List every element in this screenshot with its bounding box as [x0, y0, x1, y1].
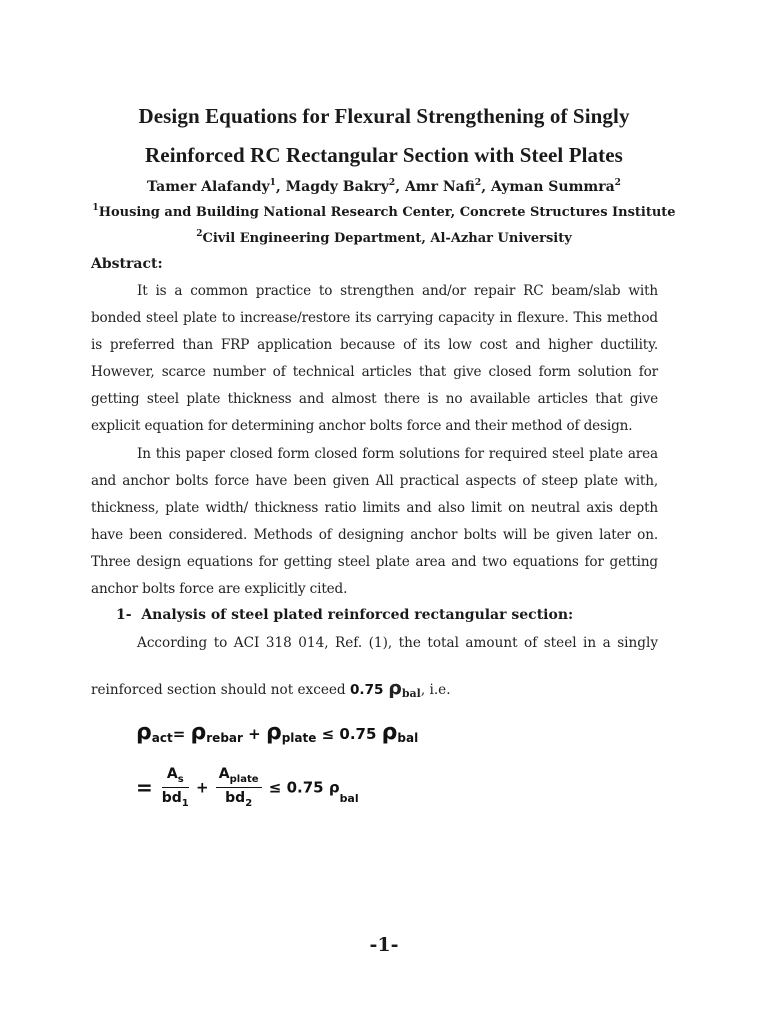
- paper-title-line-1: Design Equations for Flexural Strengthening of Singly: [138, 104, 630, 128]
- rho-symbol: ρ: [381, 720, 398, 745]
- author-name: Tamer Alafandy: [147, 179, 270, 195]
- fraction-numerator: [216, 766, 262, 788]
- section-heading: [116, 607, 573, 623]
- rho-symbol: ρ: [388, 677, 402, 699]
- section-title: Analysis of steel plated reinforced rectangular section:: [141, 607, 574, 623]
- math-value: 0.75: [349, 682, 389, 698]
- math-subscript: bal: [397, 731, 419, 745]
- section-paragraph-line-2: [91, 677, 451, 700]
- abstract-paragraph-1: It is a common practice to strengthen and/or repair RC beam/slab with bonded steel plate to increase/restore its carrying capacity in flexure. This method is preferred than FRP application because of its low cost and higher ductility. However, scarce number of technical articles that give closed form solution for getting steel plate thickness and almost there is no available articles that give explicit equation for determining anchor bolts force and their method of design.: [91, 283, 658, 434]
- math-symbol: A: [166, 766, 178, 782]
- math-subscript: plate: [229, 773, 259, 785]
- section-number: 1-: [116, 607, 132, 623]
- author-name: Ayman Summra: [490, 179, 615, 195]
- math-subscript: s: [177, 773, 184, 785]
- author-name: Amr Nafi: [404, 179, 475, 195]
- affiliation-text: Housing and Building National Research Center, Concrete Structures Institute: [98, 205, 676, 220]
- math-subscript: 1: [181, 797, 189, 809]
- fraction-numerator: [162, 766, 189, 788]
- rho-symbol: ρ: [136, 720, 152, 745]
- fraction-aplate-over-bd2: [216, 766, 262, 809]
- rho-symbol: ρ: [190, 720, 207, 745]
- author-separator: ,: [481, 179, 491, 195]
- abstract-paragraph-2: In this paper closed form closed form solutions for required steel plate area and anchor bolts force have been given All practical aspects of steep plate with, thickness, plate width/ thickness ratio limits and also limit on neutral axis depth have been considered. Methods of designing anchor bolts will be given later on. Three design equations for getting steel plate area and two equations for getting anchor bolts force are explicitly cited.: [91, 446, 658, 597]
- page-number: -1-: [369, 934, 399, 956]
- inequality: ≤ 0.75: [268, 778, 329, 797]
- affiliation-text: Civil Engineering Department, Al-Azhar University: [202, 231, 572, 246]
- math-symbol: bd: [161, 789, 182, 806]
- fraction-denominator: [216, 788, 262, 809]
- equals-sign: =: [172, 725, 186, 743]
- math-symbol: bd: [225, 789, 246, 806]
- math-subscript: 2: [245, 797, 253, 809]
- author-separator: ,: [275, 179, 286, 195]
- fraction-denominator: [162, 788, 189, 809]
- author-affiliation-mark: 1: [269, 178, 276, 188]
- equation-2: [136, 766, 359, 809]
- section-text: reinforced section should not exceed: [91, 682, 350, 698]
- plus-sign: +: [195, 778, 209, 797]
- paper-title-line-2: Reinforced RC Rectangular Section with Steel Plates: [145, 143, 623, 167]
- author-separator: ,: [395, 179, 405, 195]
- math-subscript: bal: [401, 687, 421, 700]
- section-paragraph-line-1: According to ACI 318 014, Ref. (1), the total amount of steel in a singly: [137, 635, 658, 651]
- affiliation-mark: 1: [92, 203, 99, 213]
- rho-symbol: ρ: [265, 720, 282, 745]
- author-list: [60, 179, 708, 195]
- math-subscript: act: [151, 731, 173, 745]
- abstract-heading: Abstract:: [91, 256, 163, 272]
- plus-sign: +: [242, 725, 266, 743]
- author-affiliation-mark: 2: [474, 178, 482, 188]
- affiliation-2: [60, 231, 708, 246]
- rho-symbol: ρ: [328, 778, 340, 797]
- inequality: ≤ 0.75: [316, 725, 382, 743]
- affiliation-mark: 2: [196, 229, 203, 239]
- author-affiliation-mark: 2: [388, 178, 396, 188]
- equation-1: [136, 720, 418, 745]
- fraction-as-over-bd1: [162, 766, 189, 809]
- affiliation-1: [60, 205, 708, 220]
- math-subscript: plate: [281, 731, 317, 745]
- author-affiliation-mark: 2: [614, 178, 621, 188]
- section-text: , i.e.: [420, 682, 451, 698]
- math-subscript: bal: [339, 791, 359, 805]
- equals-sign: =: [136, 775, 160, 800]
- author-name: Magdy Bakry: [285, 179, 389, 195]
- math-subscript: rebar: [206, 731, 243, 745]
- math-symbol: A: [218, 766, 230, 782]
